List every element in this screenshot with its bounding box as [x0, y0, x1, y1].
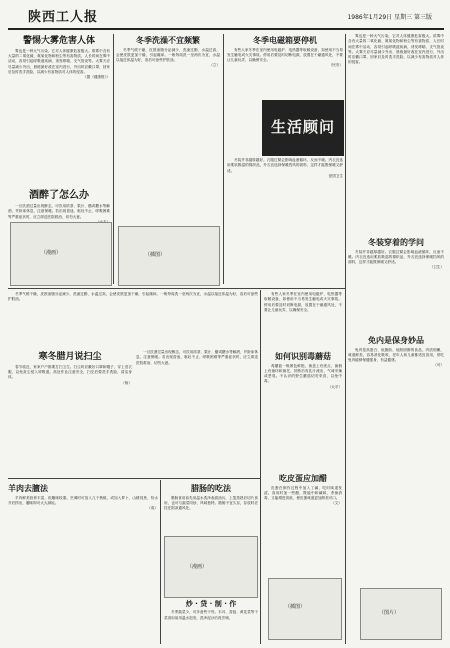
newspaper-logo: 陕西工人报 — [28, 10, 99, 25]
article-author: （民安） — [328, 63, 343, 68]
article-body: 有些人家冬季在室内使用电磁炉、电热器等取暖设备，如使用不当易发生触电或火灾事故。停用后要及时切断电源，放置在干燥通风处，不要让儿童玩弄，以确保安全。 — [227, 47, 343, 63]
article-author: （可） — [433, 363, 444, 368]
issue-date: 1986年1月29日 星期三 第三版 — [347, 14, 432, 21]
article-title: 腊肠的吃法 — [191, 484, 231, 493]
article-body: 一旦饮酒过量出现醉态，可饮用浓茶、果汁、醋或糖水等解酒，并卧床休息，注意保暖。若出现昏迷、呕吐不止、呼吸困难等严重症状时，应立即送医院救治，切勿大意。 — [136, 350, 258, 365]
article-body: 冬季蔬菜少，可多备些干货。木耳、香菇、黄花菜等干菜食用前用温水泡发，洗净泥沙后再烹调。 — [164, 610, 258, 620]
figure-caption: （插图） — [145, 252, 166, 258]
illustration — [164, 536, 258, 598]
corner-illustration — [360, 588, 442, 640]
article-sweeping — [8, 350, 132, 476]
figure-caption: （漫画） — [41, 250, 62, 256]
article-body: 一旦饮酒过量出现醉态，可饮用浓茶、果汁、醋或糖水等解酒，并卧床休息，注意保暖。若出现昏迷、呕吐不止、呼吸困难等严重症状时，应立即送医院救治，切勿大意。 — [8, 204, 110, 219]
article-author: （大平） — [327, 384, 342, 389]
article-body: 春节临近，家家户户都要打扫卫生。扫尘时应戴好口罩和帽子，穿上旧衣服，以免灰尘侵入呼吸道。高处作业注意安全，扫完后要洗手洗脸，清洁身体。 — [8, 364, 132, 380]
article-body: 腊肠食用前先用温水洗净表面油污，上笼蒸熟后切片食用，也可与蔬菜同炒，风味独特。腊肠不宜久存，存放时应挂在阴凉通风处。 — [164, 495, 258, 511]
column-rule — [160, 480, 161, 644]
article-bathing — [116, 34, 220, 224]
figure-caption: （插图） — [285, 604, 306, 610]
article-column-intro — [227, 158, 343, 286]
article-sausage — [164, 482, 258, 532]
banner-title: 生活顾问 — [270, 118, 335, 136]
column-rule — [260, 290, 261, 644]
section-rule — [8, 478, 260, 479]
article-title: 寒冬腊月说扫尘 — [38, 352, 102, 362]
article-body: 冬季气候干燥，皮肤油脂分泌减少，洗澡过勤、水温过高，会使皮肤更加干燥，引起瘙痒。一般每周洗一至两次为宜，水温以接近体温为好，浴后可涂些护肤油。 — [8, 292, 258, 302]
article-title: 免内是保身妙品 — [368, 336, 424, 345]
article-lower-text — [8, 292, 258, 348]
article-right-top — [348, 34, 444, 234]
article-body: 皮蛋在制作过程中加入了碱，吃时味道发涩。食用时加一些醋，既能中和碱味、杀菌消毒，又能增进食欲，使皮蛋味道更加鲜美可口。 — [264, 485, 342, 501]
article-author: （卫生） — [429, 265, 444, 270]
cartoon-illustration — [10, 222, 112, 286]
illustration — [118, 226, 220, 286]
masthead — [8, 4, 444, 30]
article-author: （杨） — [121, 380, 132, 385]
article-title: 冬装穿着的学问 — [368, 238, 424, 247]
column-rule — [223, 34, 224, 284]
article-title: 羊肉去膻法 — [8, 484, 48, 493]
figure-caption: （漫画） — [187, 564, 208, 570]
article-mutton — [8, 482, 158, 642]
article-body: 有些人家冬季在室内使用电磁炉、电热器等取暖设备，如使用不当易发生触电或火灾事故。停用后要及时切断电源，放置在干燥通风处，不要让儿童玩弄，以确保安全。 — [264, 292, 342, 312]
article-title: 如何识别毒蘑菇 — [275, 352, 331, 361]
article-title: 炒 · 贷 · 制 · 作 — [185, 600, 237, 608]
article-fog — [8, 34, 110, 184]
article-author: 爱国卫生 — [328, 173, 343, 178]
figure-caption: （图片） — [379, 610, 400, 616]
article-title: 吃皮蛋应加醋 — [279, 474, 327, 483]
article-winter-clothing — [348, 236, 444, 332]
article-preserved-egg — [264, 472, 342, 572]
article-mushroom — [264, 350, 342, 470]
article-author: （文） — [331, 501, 342, 506]
column-banner — [262, 100, 344, 156]
article-body: 雾也是一种大气污染，它对人体健康危害极大。浓雾中含有大量的二氧化硫、氮氧化物和粉尘等有害物质，人长时间在雾中活动，容易引起呼吸道疾病，诱发哮喘、支气管炎等。大雾天应尽量减少外出，晨练最好改在室内进行，外出时应戴口罩，回家后及时洗手洗脸，以减少有害物质对人体的侵害。 — [348, 34, 444, 65]
article-body: 毒蘑菇一般颜色鲜艳，菌盖上有疣点，菌柄上有菌环和菌托，折断后有乳汁流出，气味辛辣或恶臭。不认识的野生蘑菇切勿采食，以免中毒。 — [264, 363, 342, 384]
article-author: （立） — [209, 63, 220, 68]
column-rule — [345, 34, 346, 644]
article-body: 兔肉是高蛋白、低脂肪、低胆固醇的食品，肉质细嫩，味道鲜美，容易消化吸收，老年人和儿童都适宜食用，常吃兔肉能够保健强身，有益健康。 — [348, 347, 444, 363]
illustration — [268, 578, 342, 640]
article-body: 雾也是一种大气污染，它对人体健康危害极大。浓雾中含有大量的二氧化硫、氮氧化物和粉尘等有害物质，人长时间在雾中活动，容易引起呼吸道疾病，诱发哮喘、支气管炎等。大雾天应尽量减少外出，晨练最好改在室内进行，外出时应戴口罩，回家后及时洗手洗脸，以减少有害物质对人体的侵害。 — [8, 48, 110, 74]
article-author: （成） — [147, 506, 158, 511]
article-title: 冬季洗澡不宜频繁 — [136, 36, 200, 45]
column-rule — [113, 34, 114, 284]
article-body: 冬装并非越厚越好。衣服过紧会影响血液循环，反而不暖。内衣宜选用柔软吸湿的棉织品，外衣宜选择保暖挡风的面料，这样才能既保暖又舒适。 — [227, 158, 343, 173]
article-body: 羊肉鲜美营养丰富，但膻味较重。烹调时可放入几个核桃，或加入萝卜、山楂同煮，待水开后捞出，膻味即可大大减轻。 — [8, 495, 158, 505]
article-body: 冬装并非越厚越好。衣服过紧会影响血液循环，反而不暖。内衣宜选用柔软吸湿的棉织品，外衣宜选择保暖挡风的面料，这样才能既保暖又舒适。 — [348, 249, 444, 265]
article-title: 警惕大雾危害人体 — [22, 36, 95, 46]
article-title: 冬季电磁箱要停机 — [253, 36, 317, 45]
article-continued — [136, 350, 258, 476]
section-rule — [8, 288, 345, 289]
article-author: （据《健康报》） — [83, 75, 110, 80]
article-rabbit-meat — [348, 334, 444, 484]
article-electric-box — [227, 34, 343, 98]
article-title: 酒醉了怎么办 — [29, 190, 89, 201]
article-body: 冬季气候干燥，皮肤油脂分泌减少，洗澡过勤、水温过高，会使皮肤更加干燥，引起瘙痒。一般每周洗一至两次为宜，水温以接近体温为好，浴后可涂些护肤油。 — [116, 47, 220, 63]
article-middle-text — [264, 292, 342, 348]
article-dry-goods — [164, 598, 258, 644]
